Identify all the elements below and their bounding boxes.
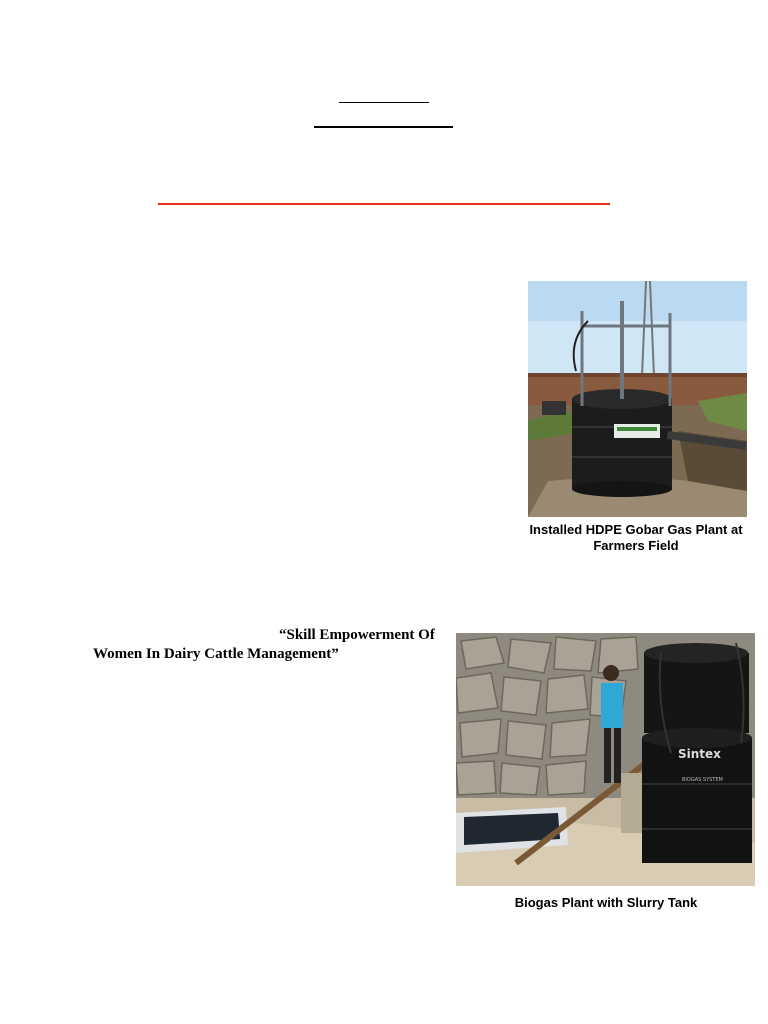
gobar-gas-plant-photo	[528, 281, 747, 517]
title-underline-short	[339, 102, 429, 103]
biogas-slurry-tank-photo	[456, 633, 755, 886]
tank-brand-label: Sintex	[678, 747, 721, 761]
tank-marking-label: BIOGAS SYSTEM	[682, 777, 723, 783]
photo-1-caption-line2: Farmers Field	[593, 538, 679, 553]
quote-line-2: Women In Dairy Cattle Management”	[93, 646, 339, 662]
photo-1-caption	[524, 522, 748, 554]
red-divider-rule	[158, 203, 610, 205]
photo-1-caption-line1: Installed HDPE Gobar Gas Plant at	[529, 522, 743, 537]
quote-line-1: “Skill Empowerment Of	[279, 627, 435, 643]
photo-2-caption: Biogas Plant with Slurry Tank	[514, 895, 698, 910]
title-underline-long	[314, 126, 453, 128]
